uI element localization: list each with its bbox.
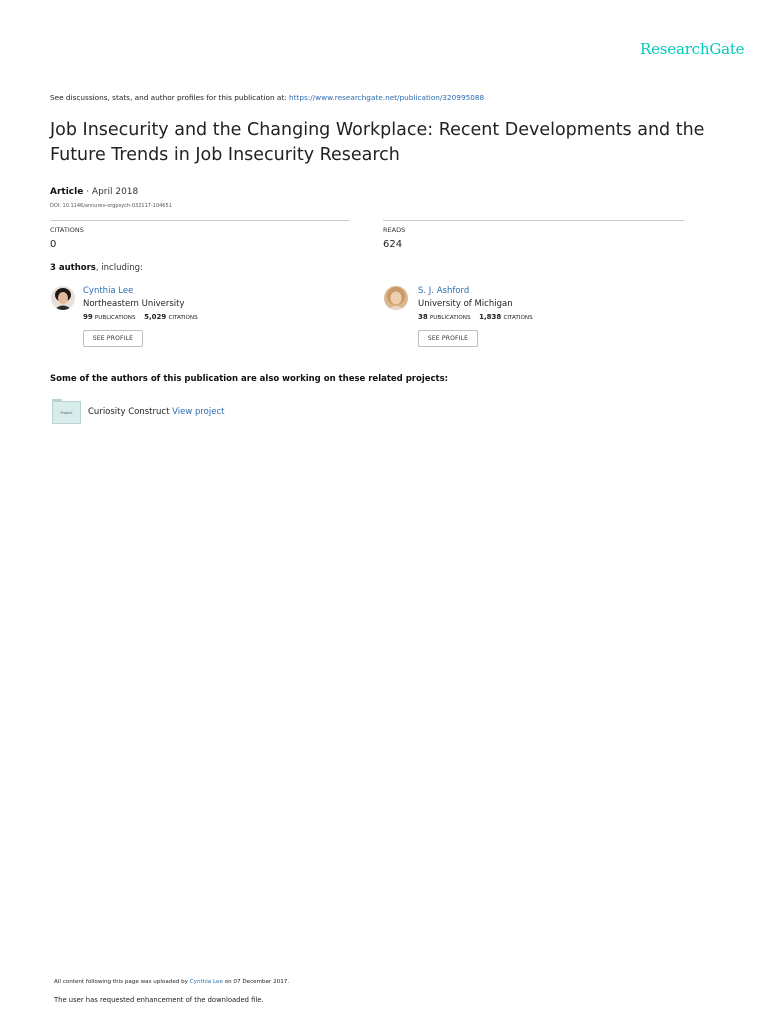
discussion-line xyxy=(50,93,484,102)
project-item xyxy=(88,407,224,417)
author-stats xyxy=(418,313,533,321)
researchgate-logo[interactable]: ResearchGate xyxy=(640,40,745,58)
upload-prefix: All content following this page was uploaded by xyxy=(54,979,190,985)
authors-including: , including: xyxy=(95,263,143,273)
article-date: · April 2018 xyxy=(83,187,139,197)
citations-value: 0 xyxy=(50,239,57,250)
reads-divider xyxy=(383,220,684,221)
author-name-sj-ashford[interactable]: S. J. Ashford xyxy=(418,286,470,296)
avatar-cynthia-lee[interactable] xyxy=(51,286,75,310)
see-profile-button[interactable]: SEE PROFILE xyxy=(418,330,478,347)
publication-title xyxy=(50,118,720,168)
citations-label: CITATIONS xyxy=(50,226,84,234)
authors-heading xyxy=(50,263,143,273)
see-profile-button[interactable]: SEE PROFILE xyxy=(83,330,143,347)
author-photo-icon xyxy=(384,286,408,310)
article-type: Article xyxy=(50,187,84,197)
article-meta xyxy=(50,187,138,197)
author-photo-icon xyxy=(51,286,75,310)
discussion-prefix: See discussions, stats, and author profiles for this publication at: xyxy=(50,93,290,102)
upload-note xyxy=(54,979,289,985)
view-project-link[interactable]: View project xyxy=(172,407,225,417)
related-projects-heading: Some of the authors of this publication are also working on these related projects: xyxy=(50,374,449,384)
title-line-1: Job Insecurity and the Changing Workplace: Recent Developments and the xyxy=(50,120,705,140)
project-icon-label: Project xyxy=(60,410,73,415)
publication-link[interactable]: https://www.researchgate.net/publication/320995088 xyxy=(289,93,485,102)
citations-divider xyxy=(50,220,350,221)
reads-label: READS xyxy=(383,226,406,234)
citations-count: 1,838 xyxy=(479,313,502,321)
publications-count: 38 xyxy=(418,313,428,321)
authors-count: 3 authors xyxy=(50,263,96,273)
enhancement-note: The user has requested enhancement of the downloaded file. xyxy=(54,996,264,1004)
publications-count: 99 xyxy=(83,313,93,321)
citations-count: 5,029 xyxy=(144,313,167,321)
publications-label: PUBLICATIONS xyxy=(429,315,471,321)
author-institution: University of Michigan xyxy=(418,299,513,309)
project-folder-icon[interactable] xyxy=(52,401,81,424)
avatar-sj-ashford[interactable] xyxy=(384,286,408,310)
reads-value: 624 xyxy=(383,239,403,250)
publications-label: PUBLICATIONS xyxy=(94,315,136,321)
upload-suffix: on 07 December 2017. xyxy=(222,979,290,985)
project-name: Curiosity Construct xyxy=(88,407,173,417)
author-stats xyxy=(83,313,198,321)
title-line-2: Future Trends in Job Insecurity Research xyxy=(50,145,400,165)
citations-label: CITATIONS xyxy=(503,315,533,321)
citations-label: CITATIONS xyxy=(168,315,198,321)
author-institution: Northeastern University xyxy=(83,299,185,309)
doi: DOI: 10.1146/annurev-orgpsych-032117-104651 xyxy=(50,203,172,209)
author-name-cynthia-lee[interactable]: Cynthia Lee xyxy=(83,286,134,296)
uploader-link[interactable]: Cynthia Lee xyxy=(189,979,223,985)
